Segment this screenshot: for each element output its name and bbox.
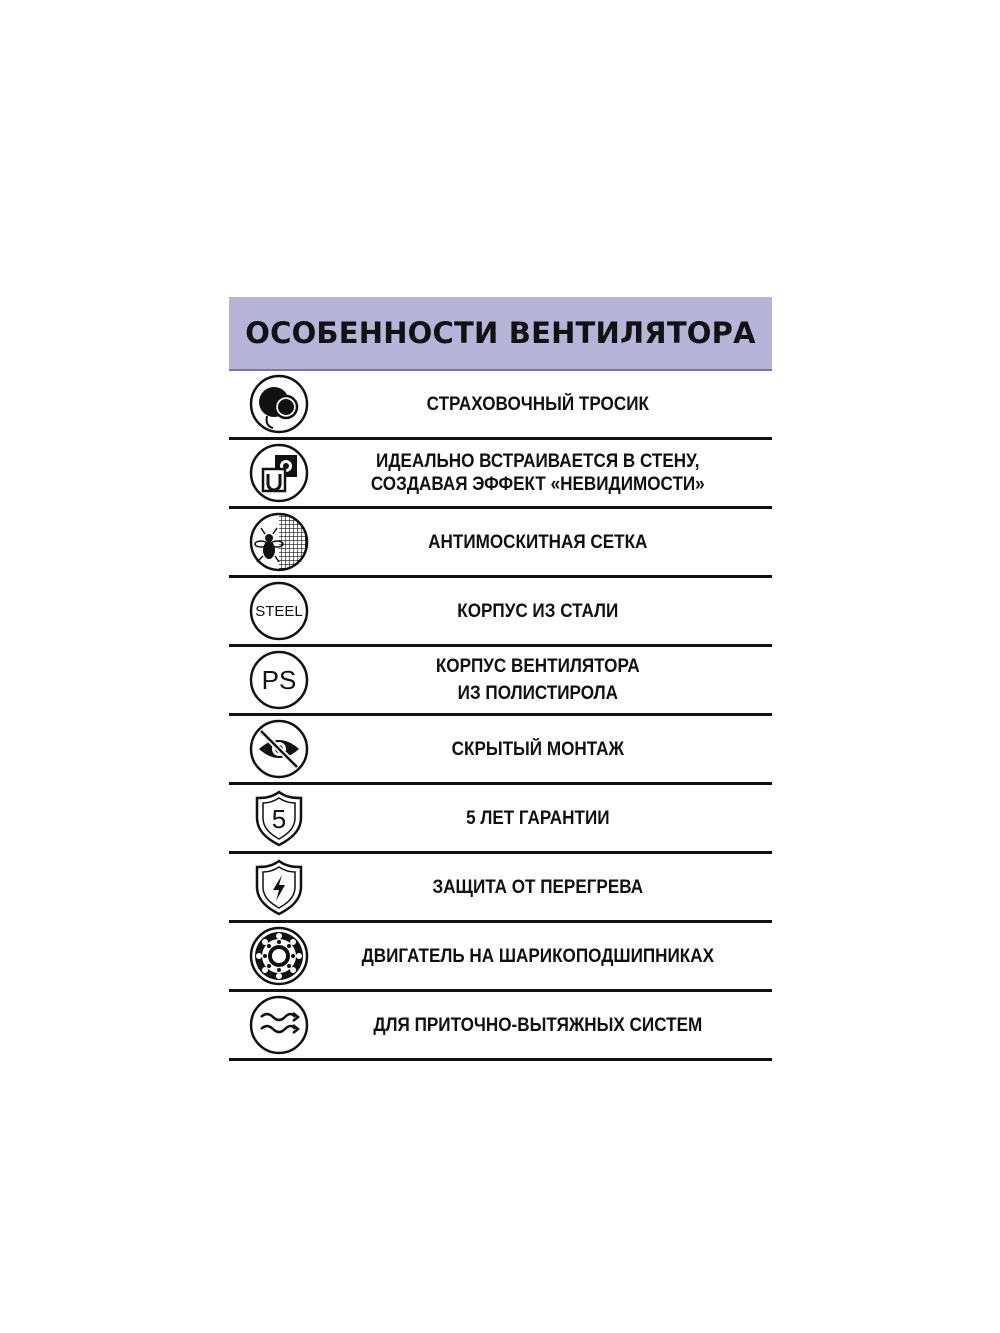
wall-mount-icon: [249, 443, 309, 503]
mosquito-net-icon: [249, 512, 309, 572]
svg-text:5: 5: [271, 804, 287, 834]
feature-row: [229, 578, 772, 647]
safety-cable-icon: [249, 374, 309, 434]
feature-label: СКРЫТЫЙ МОНТАЖ: [451, 738, 624, 760]
feature-row: [229, 785, 772, 854]
hidden-eye-icon: [249, 719, 309, 779]
svg-text:STEEL: STEEL: [255, 603, 303, 620]
feature-label: ДЛЯ ПРИТОЧНО-ВЫТЯЖНЫХ СИСТЕМ: [373, 1014, 703, 1036]
feature-row: [229, 371, 772, 440]
feature-row: [229, 440, 772, 509]
airflow-icon: [249, 995, 309, 1055]
page-title: ОСОБЕННОСТИ ВЕНТИЛЯТОРА: [245, 316, 756, 350]
feature-row: [229, 647, 772, 716]
feature-label: АНТИМОСКИТНАЯ СЕТКА: [428, 531, 648, 553]
feature-row: [229, 992, 772, 1061]
feature-row: [229, 509, 772, 578]
feature-row: [229, 923, 772, 992]
feature-label: 5 ЛЕТ ГАРАНТИИ: [466, 807, 610, 829]
feature-label: ЗАЩИТА ОТ ПЕРЕГРЕВА: [432, 876, 644, 898]
feature-label: ДВИГАТЕЛЬ НА ШАРИКОПОДШИПНИКАХ: [361, 945, 714, 967]
feature-row: [229, 854, 772, 923]
warranty-shield-icon: [249, 788, 309, 848]
polystyrene-icon: [249, 650, 309, 710]
feature-label: КОРПУС ВЕНТИЛЯТОРА ИЗ ПОЛИСТИРОЛА: [435, 656, 640, 704]
features-card: [229, 297, 772, 1061]
svg-text:PS: PS: [261, 665, 297, 695]
feature-label: СТРАХОВОЧНЫЙ ТРОСИК: [426, 393, 649, 415]
features-header: [229, 297, 772, 371]
ball-bearing-icon: [249, 926, 309, 986]
feature-label: ИДЕАЛЬНО ВСТРАИВАЕТСЯ В СТЕНУ, СОЗДАВАЯ ЭФФЕКТ «НЕВИДИМОСТИ»: [370, 451, 705, 495]
feature-label: КОРПУС ИЗ СТАЛИ: [457, 600, 619, 622]
feature-row: [229, 716, 772, 785]
lightning-shield-icon: [249, 857, 309, 917]
steel-icon: [249, 581, 309, 641]
